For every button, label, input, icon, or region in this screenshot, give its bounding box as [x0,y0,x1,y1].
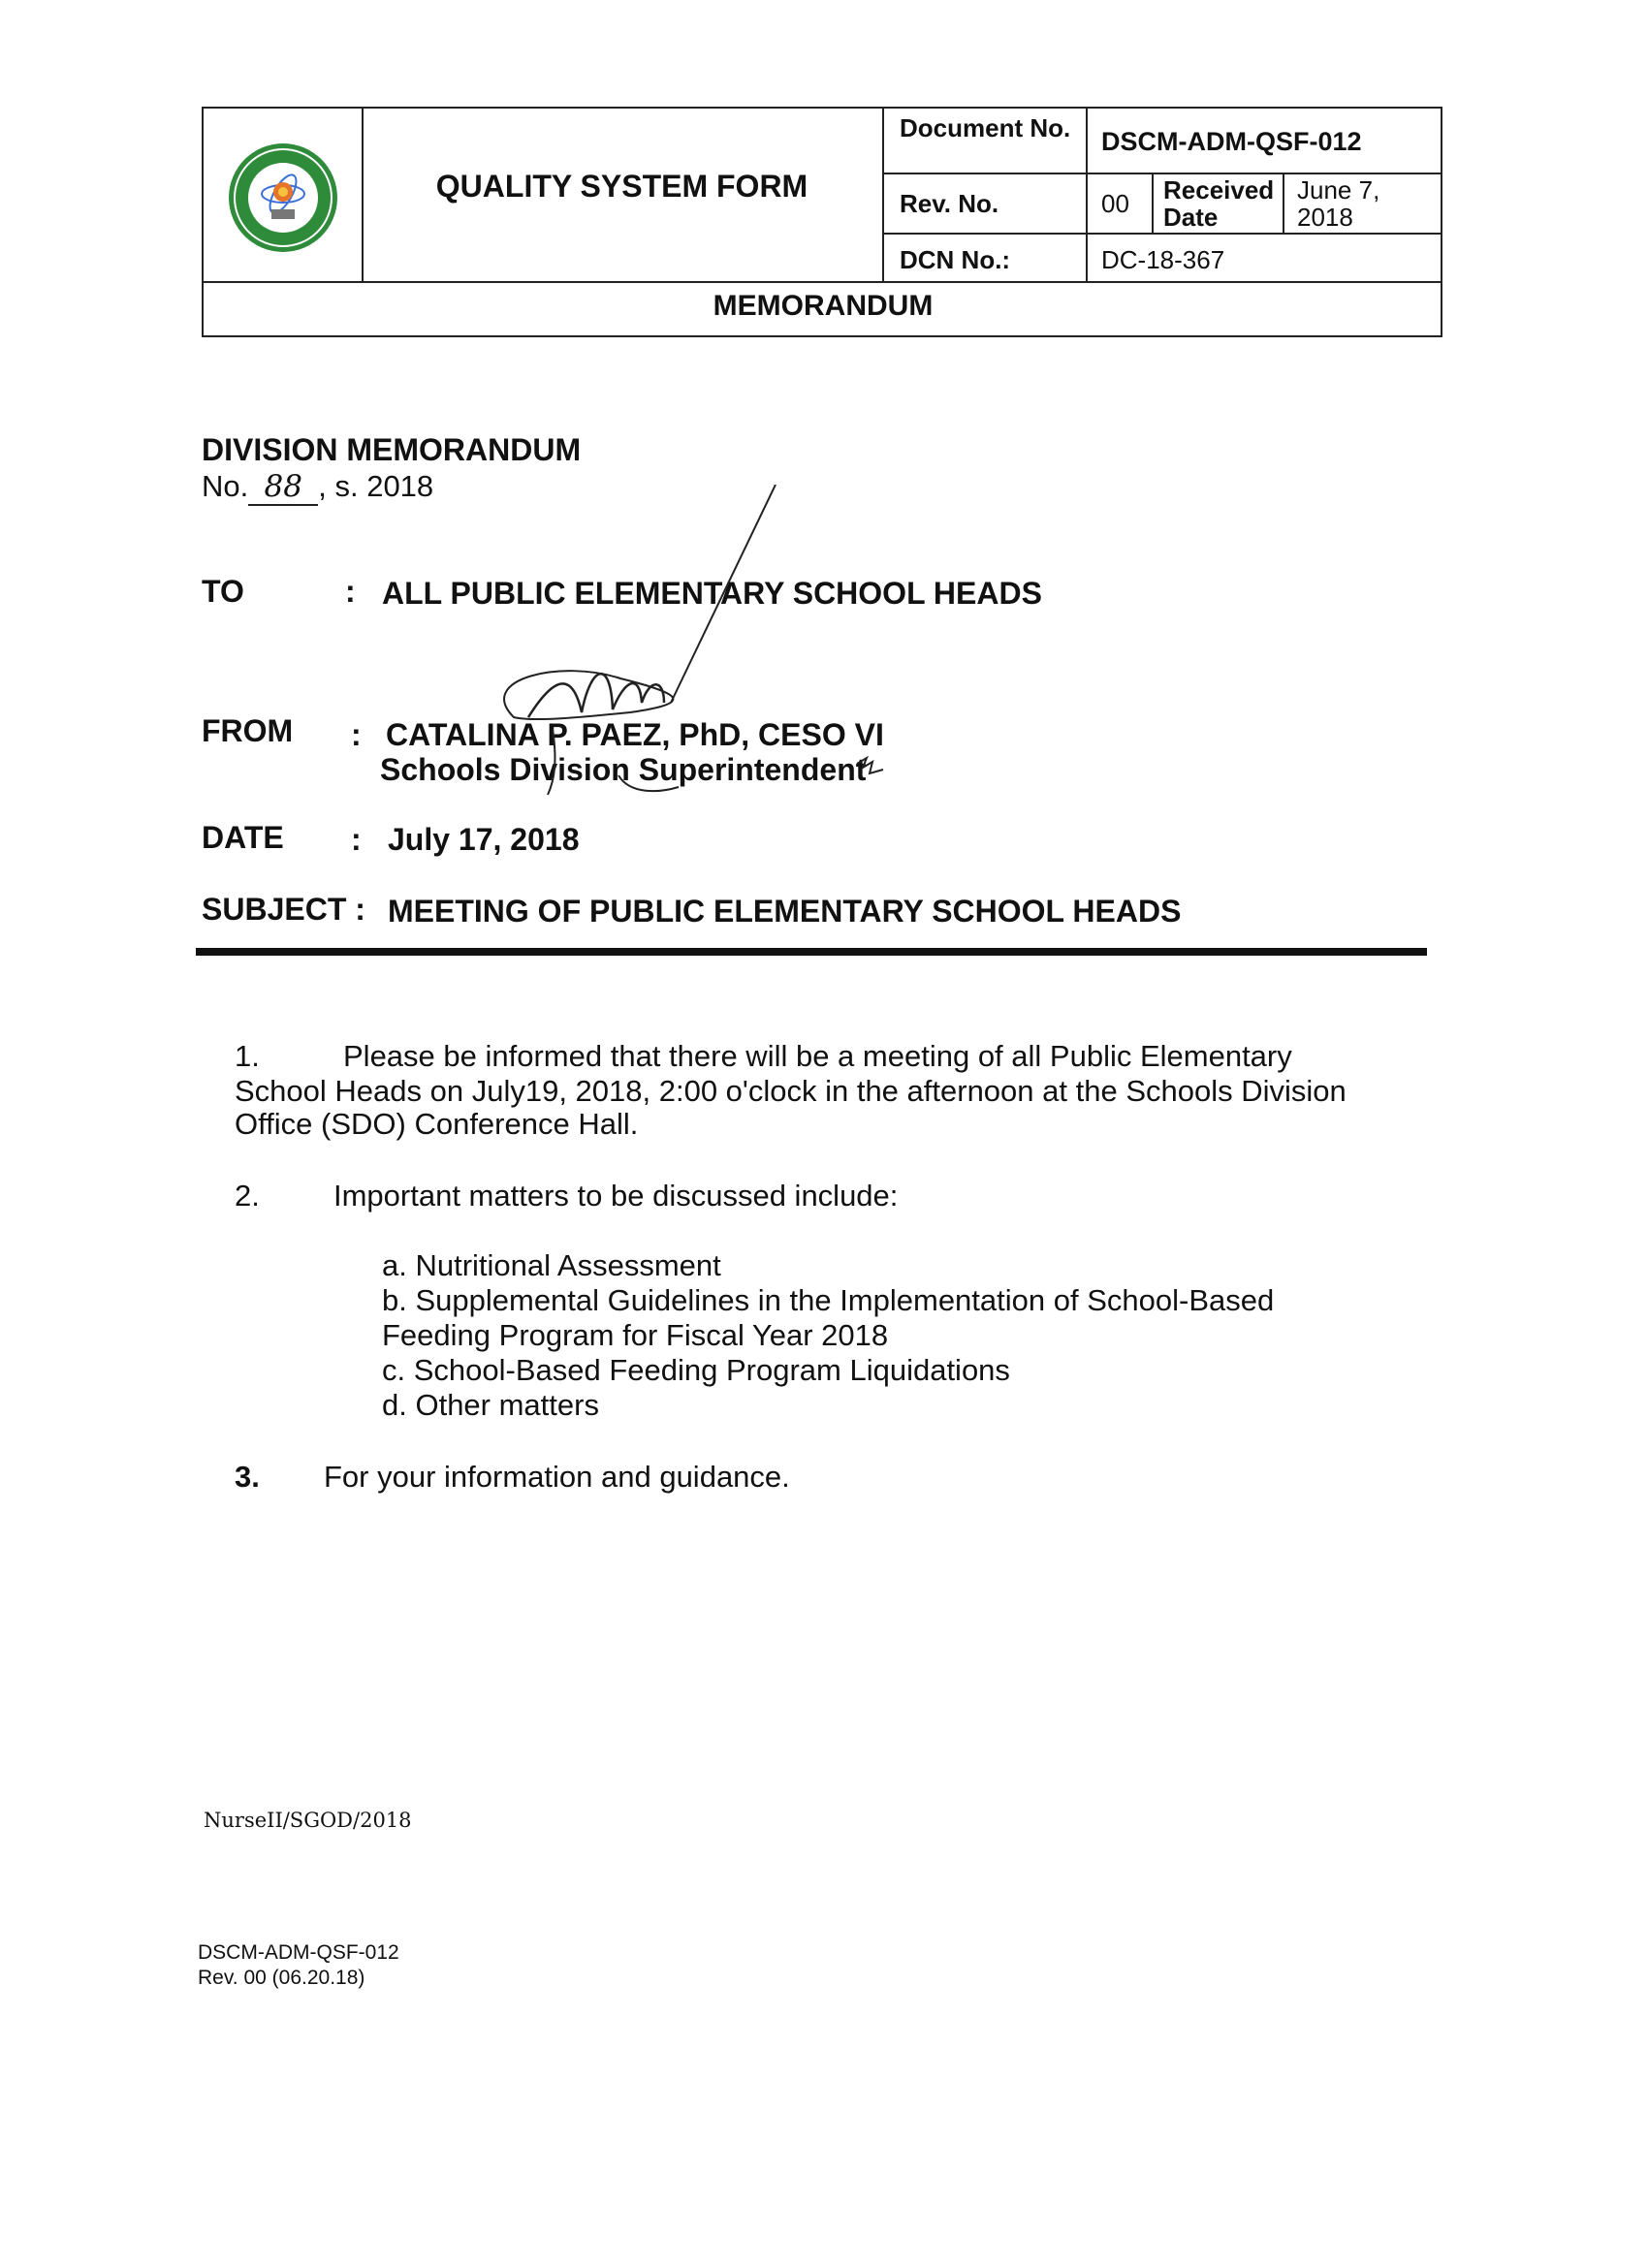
date-colon: : [351,822,362,857]
received-date-value: June 7, 2018 [1297,175,1380,232]
header-rule [196,948,1427,956]
quality-form-header [202,107,1442,337]
list-item: d. Other matters [382,1388,599,1422]
memo-number-suffix: , s. 2018 [318,469,434,503]
divider [1086,109,1088,281]
from-label: FROM [202,713,294,748]
dcn-label: DCN No.: [900,245,1011,274]
paragraph-3-number: 3. [235,1460,260,1494]
to-value: ALL PUBLIC ELEMENTARY SCHOOL HEADS [382,576,1042,611]
list-item: Feeding Program for Fiscal Year 2018 [382,1318,889,1352]
from-colon: : [351,717,362,752]
list-item: c. School-Based Feeding Program Liquidations [382,1353,1010,1387]
paragraph-3-text: For your information and guidance. [324,1460,790,1494]
doc-no-value: DSCM-ADM-QSF-012 [1101,127,1362,156]
divider [204,281,1442,283]
footer-form-code: DSCM-ADM-QSF-012 [198,1941,399,1964]
from-title: Schools Division Superintendent [380,752,867,787]
memorandum-banner: MEMORANDUM [713,290,934,322]
paragraph-2-number: 2. [235,1179,260,1213]
divider [882,173,1442,174]
signature-mark [388,485,931,804]
department-seal-logo [225,140,341,256]
paragraph-2-text: Important matters to be discussed include: [333,1179,899,1213]
paragraph-1-number: 1. [235,1039,260,1073]
divider [1152,174,1154,235]
rev-no-label: Rev. No. [900,189,999,218]
received-date-label: Received Date [1163,175,1275,232]
dcn-value: DC-18-367 [1101,245,1225,274]
to-label: TO [202,574,244,609]
footer-revision: Rev. 00 (06.20.18) [198,1967,365,1989]
memo-heading: DIVISION MEMORANDUM [202,432,582,467]
divider [882,109,884,281]
divider [1283,174,1284,235]
paragraph-1-line-1: Please be informed that there will be a meeting of all Public Elementary [343,1039,1292,1073]
memo-number-value: 88 [248,469,318,506]
memo-number-prefix: No. [202,469,249,503]
subject-value: MEETING OF PUBLIC ELEMENTARY SCHOOL HEADS [388,894,1182,929]
paragraph-1-line-2: School Heads on July19, 2018, 2:00 o'clock in the afternoon at the Schools Division [235,1074,1347,1108]
rev-no-value: 00 [1101,189,1129,218]
from-name: CATALINA P. PAEZ, PhD, CESO VI [386,717,884,752]
list-item: b. Supplemental Guidelines in the Implementation of School-Based [382,1283,1275,1317]
form-title: QUALITY SYSTEM FORM [435,169,808,204]
list-item: a. Nutritional Assessment [382,1248,721,1282]
doc-no-label: Document No. [900,113,1071,142]
date-value: July 17, 2018 [388,822,580,857]
footer-reference: NurseII/SGOD/2018 [204,1809,412,1832]
divider [882,233,1442,235]
paragraph-1-line-3: Office (SDO) Conference Hall. [235,1107,639,1141]
subject-label: SUBJECT : [202,892,365,927]
date-label: DATE [202,820,284,855]
to-colon: : [345,574,356,609]
